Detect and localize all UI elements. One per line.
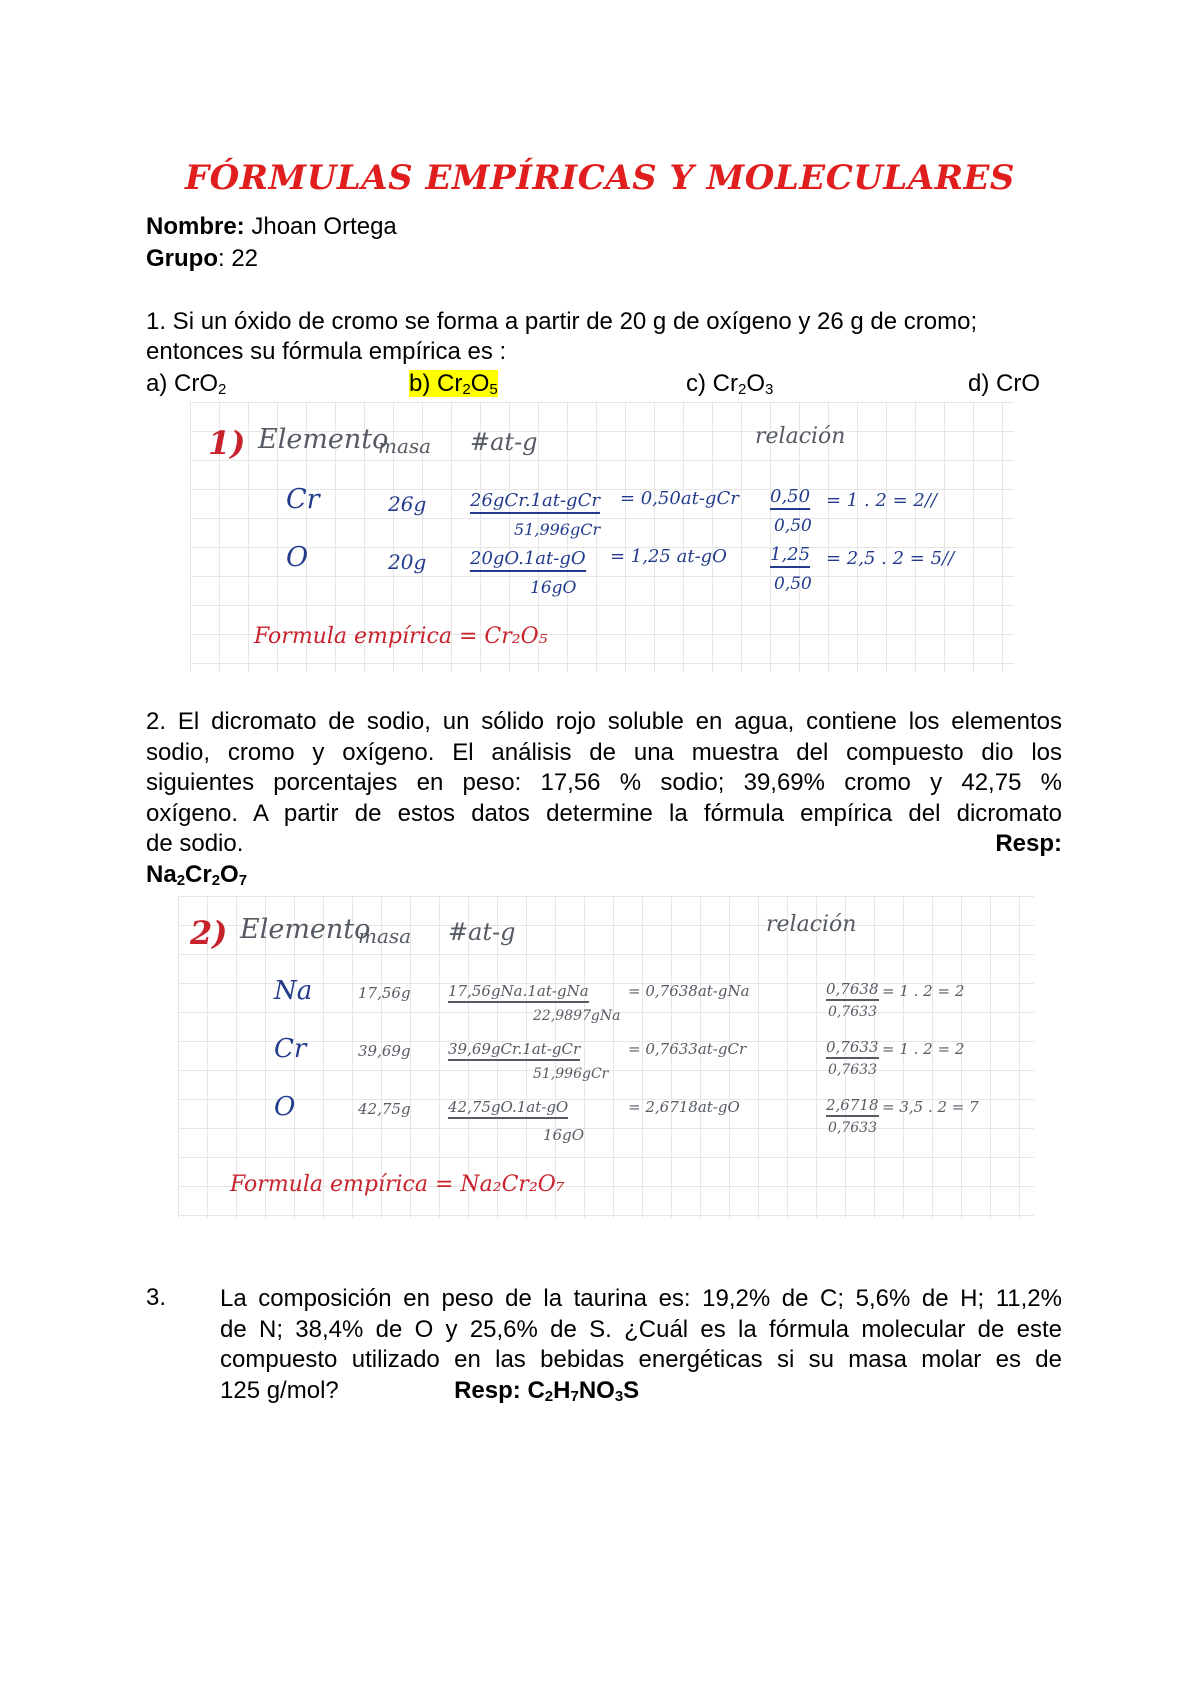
q1-formula: Formula empírica = Cr₂O₅ xyxy=(254,624,548,649)
page-title: FÓRMULAS EMPÍRICAS Y MOLECULARES xyxy=(185,158,1015,198)
group-value: : 22 xyxy=(218,245,259,272)
q2-text-line3: siguientes porcentajes en peso: 17,56 % sodio; 39,69% cromo y 42,75 % xyxy=(146,769,1062,796)
q3-text-line4-row xyxy=(220,1376,1062,1407)
q1-text-line2: entonces su fórmula empírica es : xyxy=(146,338,507,365)
q2-row-calc-top: 39,69gCr.1at-gCr xyxy=(448,1040,580,1061)
q2-text-line4: oxígeno. A partir de estos datos determine la fórmula empírica del dicromato xyxy=(146,799,1062,827)
q2-row-calc-bottom: 51,996gCr xyxy=(533,1066,609,1082)
q2-row-mass: 42,75g xyxy=(358,1100,411,1118)
q2-row-element: Na xyxy=(274,976,313,1006)
q1-row-ratio-top: 1,25 xyxy=(770,544,810,568)
q2-answer: $Na_2Cr_2O_7$ xyxy=(146,861,248,889)
q1-option-c: c) $Cr_2O_3$ xyxy=(686,370,774,398)
q2-row-ratio-bottom: 0,7633 xyxy=(828,1120,877,1136)
student-group xyxy=(146,244,258,274)
q2-row-ratio-result: = 1 . 2 = 2 xyxy=(882,1040,965,1058)
q2-header-ratio: relación xyxy=(766,912,857,937)
q2-row-calc-result: = 0,7633at-gCr xyxy=(628,1040,747,1058)
q1-header-atg: #at-g xyxy=(470,428,538,456)
q1-row-calc-bottom: 51,996gCr xyxy=(514,520,601,539)
group-label: Grupo xyxy=(146,245,218,272)
q2-row-ratio-top: 2,6718 xyxy=(826,1096,879,1117)
q1-row-ratio-bottom: 0,50 xyxy=(774,574,812,594)
name-label: Nombre: xyxy=(146,213,245,240)
q1-option-d: d) CrO xyxy=(968,370,1040,397)
q1-row-calc-result: = 1,25 at-gO xyxy=(610,546,727,567)
q1-row-element: O xyxy=(286,542,309,573)
q1-row-calc-top: 26gCr.1at-gCr xyxy=(470,490,600,514)
q2-text-line1: 2. El dicromato de sodio, un sólido rojo soluble en agua, contiene los elementos xyxy=(146,708,1062,735)
q1-header-mass: masa xyxy=(378,434,432,458)
q1-row-mass: 20g xyxy=(388,550,427,574)
q2-row-calc-top: 42,75gO.1at-gO xyxy=(448,1098,568,1119)
q2-row-mass: 17,56g xyxy=(358,984,411,1002)
q3-answer: $C_2H_7NO_3S$ xyxy=(527,1376,640,1405)
q2-row-ratio-result: = 3,5 . 2 = 7 xyxy=(882,1098,979,1116)
q2-row-calc-result: = 0,7638at-gNa xyxy=(628,982,750,1000)
q3-text xyxy=(220,1284,1062,1406)
q2-row-element: O xyxy=(274,1092,296,1122)
q2-row-calc-bottom: 16gO xyxy=(543,1126,584,1144)
q2-header-atg: #at-g xyxy=(448,918,516,946)
q2-header-mass: masa xyxy=(358,924,412,948)
q1-row-ratio-bottom: 0,50 xyxy=(774,516,812,536)
q2-formula: Formula empírica = Na₂Cr₂O₇ xyxy=(230,1172,565,1197)
q2-row-ratio-bottom: 0,7633 xyxy=(828,1004,877,1020)
highlighted-answer: b) $Cr_2O_5$ xyxy=(409,370,498,398)
q3-text-line2: de N; 38,4% de O y 25,6% de S. ¿Cuál es la fórmula molecular de este xyxy=(220,1315,1062,1343)
student-name xyxy=(146,212,397,242)
q2-text-line5: de sodio. xyxy=(146,830,244,857)
q1-row-calc-bottom: 16gO xyxy=(530,578,577,598)
q3-resp-label: Resp: xyxy=(454,1376,521,1404)
q1-row-ratio-top: 0,50 xyxy=(770,486,810,510)
q2-text-line2: sodio, cromo y oxígeno. El análisis de una muestra del compuesto dio los xyxy=(146,738,1062,766)
q1-row-calc-top: 20gO.1at-gO xyxy=(470,548,586,572)
q1-text-line1: 1. Si un óxido de cromo se forma a partir de 20 g de oxígeno y 26 g de cromo; xyxy=(146,308,978,335)
q1-row-mass: 26g xyxy=(388,492,427,516)
q2-handwritten-work xyxy=(178,896,1034,1218)
q1-option-b xyxy=(409,369,498,399)
q2-header-element: Elemento xyxy=(240,914,371,945)
q2-row-element: Cr xyxy=(274,1034,307,1064)
q2-row-ratio-top: 0,7633 xyxy=(826,1038,879,1059)
q2-row-calc-top: 17,56gNa.1at-gNa xyxy=(448,982,589,1003)
q1-row-ratio-result: = 2,5 . 2 = 5// xyxy=(826,548,955,569)
q2-row-ratio-result: = 1 . 2 = 2 xyxy=(882,982,965,1000)
q2-row-calc-result: = 2,6718at-gO xyxy=(628,1098,740,1116)
q1-header-element: Elemento xyxy=(258,424,389,455)
q1-header-ratio: relación xyxy=(755,424,846,449)
q2-text-line5-row xyxy=(146,829,1062,860)
q3-number: 3. xyxy=(146,1284,167,1311)
q3-text-line4: 125 g/mol? xyxy=(220,1376,339,1404)
q2-row-mass: 39,69g xyxy=(358,1042,411,1060)
q1-handwritten-work xyxy=(190,402,1014,672)
q2-row-ratio-bottom: 0,7633 xyxy=(828,1062,877,1078)
q3-text-line3: compuesto utilizado en las bebidas energéticas si su masa molar es de xyxy=(220,1346,1062,1373)
q3-text-line1: La composición en peso de la taurina es: 19,2% de C; 5,6% de H; 11,2% xyxy=(220,1285,1062,1312)
q1-option-a: a) CrO$_2$ xyxy=(146,370,227,398)
q2-row-calc-bottom: 22,9897gNa xyxy=(533,1008,621,1024)
q2-work-number: 2) xyxy=(190,914,228,952)
q1-row-ratio-result: = 1 . 2 = 2// xyxy=(826,490,937,511)
q2-resp-label: Resp: xyxy=(995,830,1062,857)
q1-work-number: 1) xyxy=(208,424,246,462)
q1-row-element: Cr xyxy=(286,484,320,515)
q2-text xyxy=(146,707,1062,860)
q2-row-ratio-top: 0,7638 xyxy=(826,980,879,1001)
q1-row-calc-result: = 0,50at-gCr xyxy=(620,488,739,509)
name-value: Jhoan Ortega xyxy=(251,213,397,240)
